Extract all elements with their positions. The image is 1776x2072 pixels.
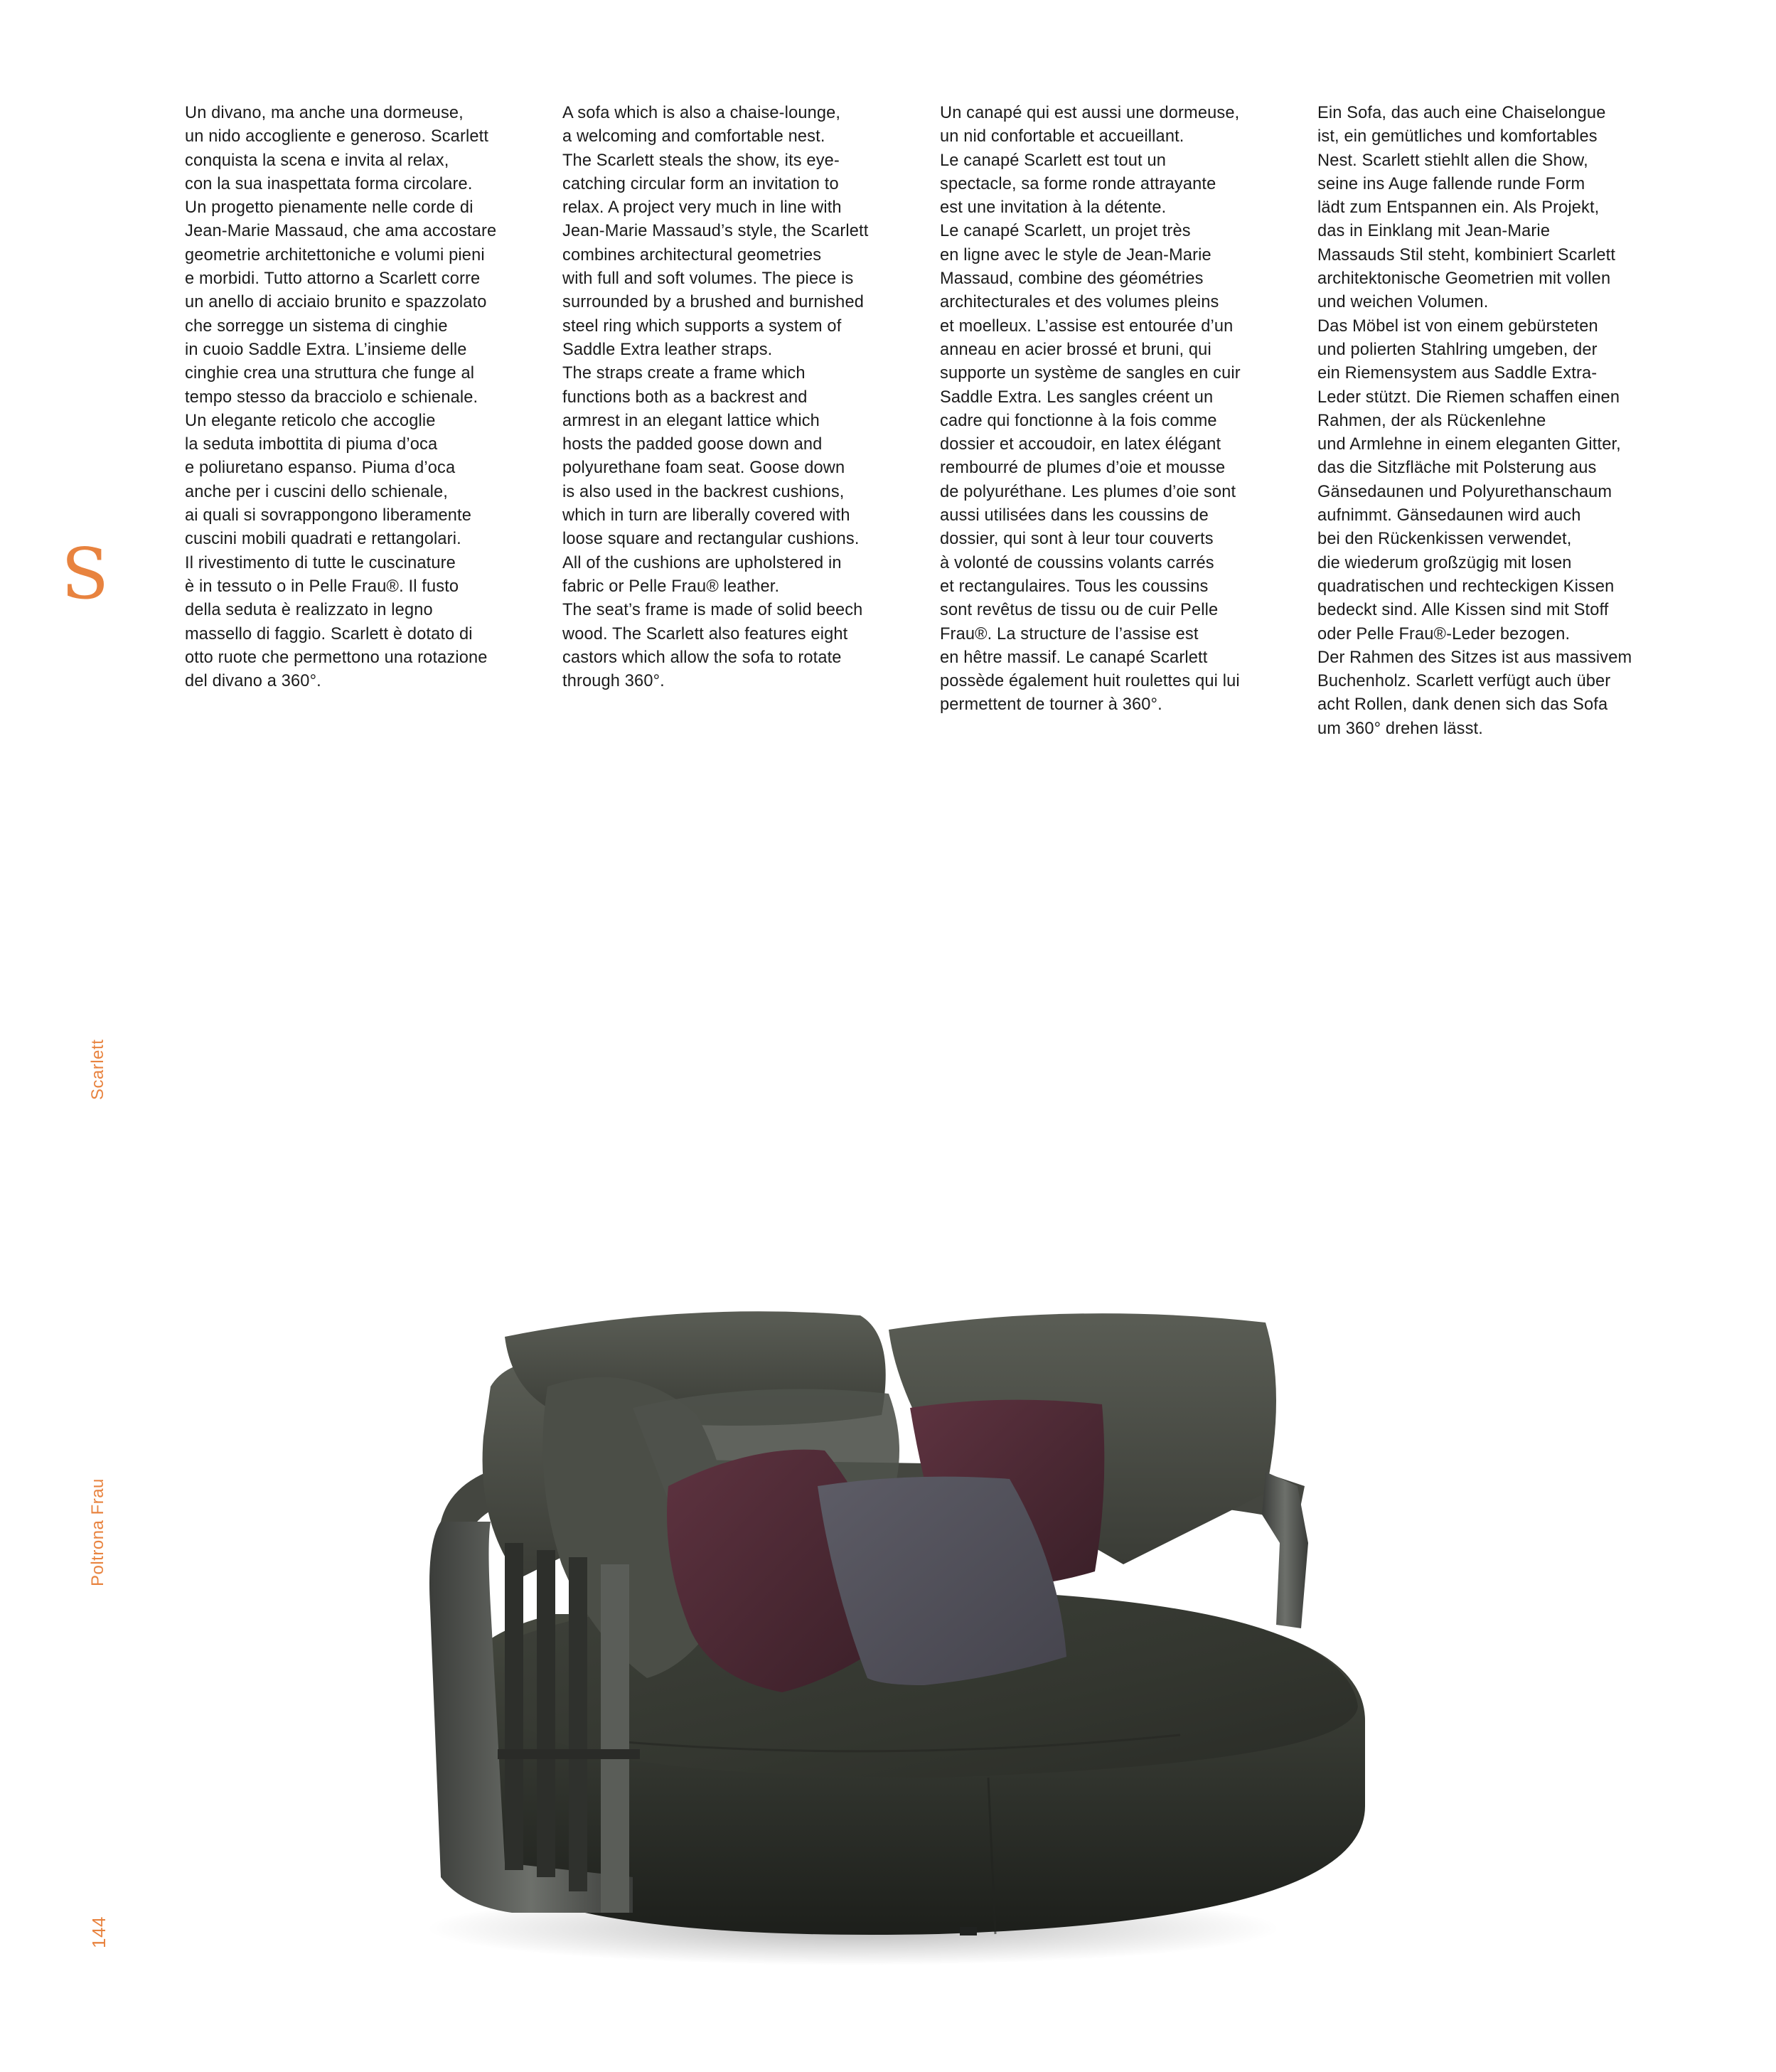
brand-name-label: Poltrona Frau <box>88 1478 107 1586</box>
text-column-english: A sofa which is also a chaise-lounge, a welcoming and comfortable nest. The Scarlett steals the show, its eye- catching circular form an invitation to relax. A project very much in line with Jean-Marie Massaud’s style, the Scarlett combines architectural geometries with full and soft volumes. The piece is surrounded by a brushed and burnished steel ring which supports a system of Saddle Extra leather straps. The straps create a frame which functions both as a backrest and armrest in an elegant lattice which hosts the padded goose down and polyurethane foam seat. Goose down is also used in the backrest cushions, which in turn are liberally covered with loose square and rectangular cushions. All of the cushions are upholstered in fabric or Pelle Frau® leather. The seat’s frame is made of solid beech wood. The Scarlett also features eight castors which allow the sofa to rotate through 360°. <box>562 104 869 691</box>
text-column-german: Ein Sofa, das auch eine Chaiselongue ist, ein gemütliches und komfortables Nest. Scarlett stiehlt allen die Show, seine ins Auge fallende runde Form lädt zum Entspannen ein. Als Projekt, das in Einklang mit Jean-Marie Massauds Stil steht, kombiniert Scarlett architektonische Geometrien mit vollen und weichen Volumen. Das Möbel ist von einem gebürsteten und polierten Stahlring umgeben, der ein Riemensystem aus Saddle Extra- Leder stützt. Die Riemen schaffen einen Rahmen, der als Rückenlehne und Armlehne in einem eleganten Gitter, das die Sitzfläche mit Polsterung aus Gänsedaunen und Polyurethanschaum aufnimmt. Gänsedaunen wird auch bei den Rückenkissen verwendet, die wiederum großzügig mit losen quadratischen und rechteckigen Kissen bedeckt sind. Alle Kissen sind mit Stoff oder Pelle Frau®-Leder bezogen. Der Rahmen des Sitzes ist aus massivem Buchenholz. Scarlett verfügt auch über acht Rollen, dank denen sich das Sofa um 360° drehen lässt. <box>1317 104 1632 738</box>
page-number: 144 <box>88 1916 109 1948</box>
scarlett-sofa-photo <box>398 1308 1379 2019</box>
section-initial-letter: S <box>61 534 109 615</box>
text-column-italian: Un divano, ma anche una dormeuse, un nido accogliente e generoso. Scarlett conquista la scena e invita al relax, con la sua inaspettata forma circolare. Un progetto pienamente nelle corde di Jean-Marie Massaud, che ama accostare geometrie architettoniche e volumi pieni e morbidi. Tutto attorno a Scarlett corre un anello di acciaio brunito e spazzolato che sorregge un sistema di cinghie in cuoio Saddle Extra. L’insieme delle cinghie crea una struttura che funge al tempo stesso da bracciolo e schienale. Un elegante reticolo che accoglie la seduta imbottita di piuma d’oca e poliuretano espanso. Piuma d’oca anche per i cuscini dello schienale, ai quali si sovrappongono liberamente cuscini mobili quadrati e rettangolari. Il rivestimento di tutte le cuscinature è in tessuto o in Pelle Frau®. Il fusto della seduta è realizzato in legno massello di faggio. Scarlett è dotato di otto ruote che permettono una rotazione del divano a 360°. <box>185 104 497 691</box>
text-column-french: Un canapé qui est aussi une dormeuse, un nid confortable et accueillant. Le canapé Scarlett est tout un spectacle, sa forme ronde attrayante est une invitation à la détente. Le canapé Scarlett, un projet très en ligne avec le style de Jean-Marie Massaud, combine des géométries architecturales et des volumes pleins et moelleux. L’assise est entourée d’un anneau en acier brossé et bruni, qui supporte un système de sangles en cuir Saddle Extra. Les sangles créent un cadre qui fonctionne à la fois comme dossier et accoudoir, en latex élégant rembourré de plumes d’oie et mousse de polyuréthane. Les plumes d’oie sont aussi utilisées dans les coussins de dossier, qui sont à leur tour couverts à volonté de coussins volants carrés et rectangulaires. Tous les coussins sont revêtus de tissu ou de cuir Pelle Frau®. La structure de l’assise est en hêtre massif. Le canapé Scarlett possède également huit roulettes qui lui permettent de tourner à 360°. <box>940 104 1241 715</box>
series-name-label: Scarlett <box>88 1039 107 1100</box>
